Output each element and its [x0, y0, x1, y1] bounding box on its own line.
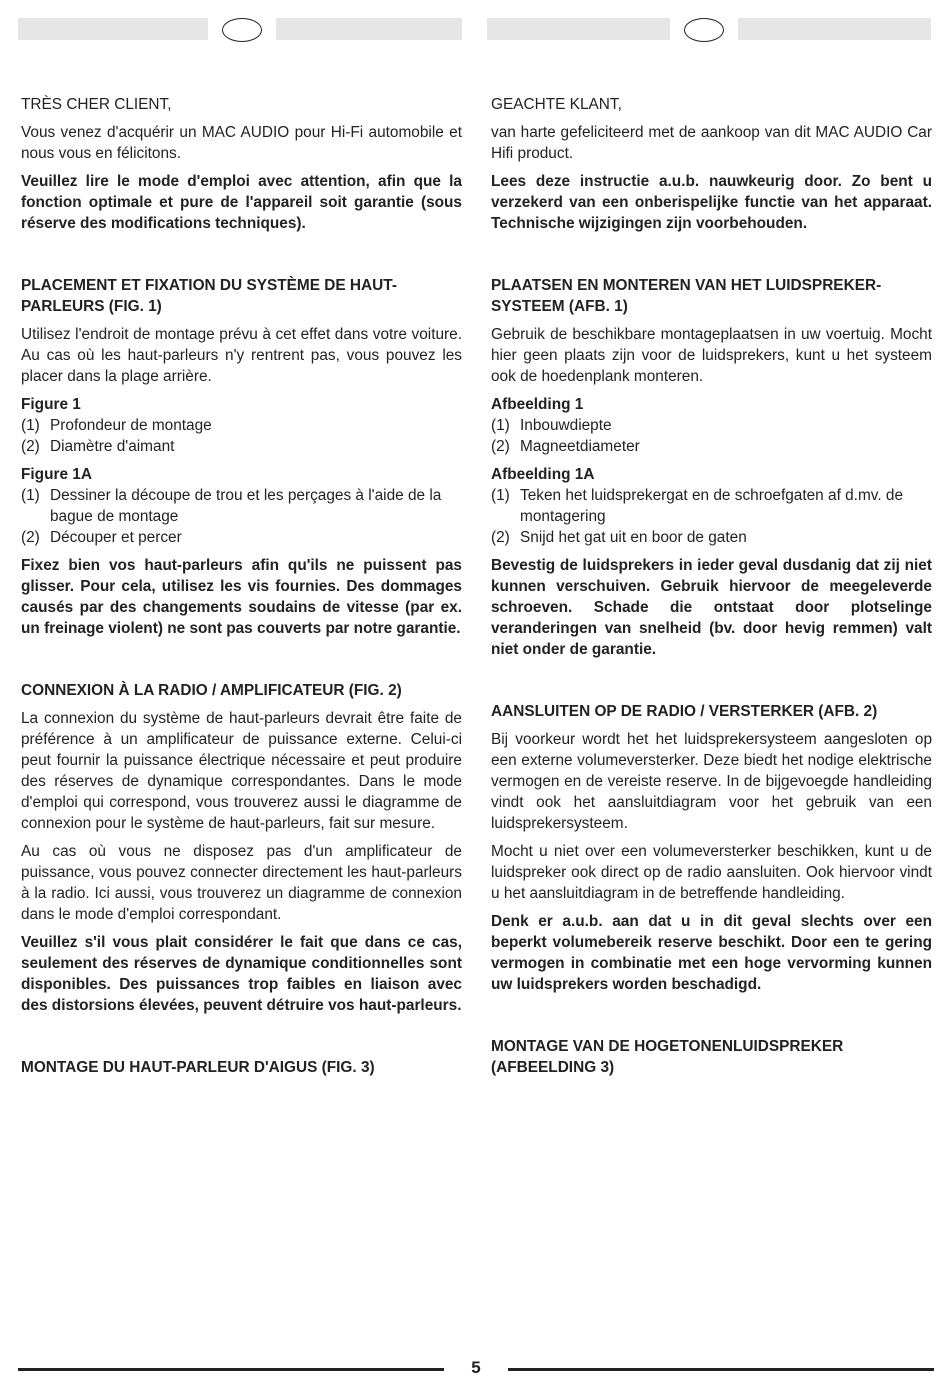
- list-item: (1) Dessiner la découpe de trou et les perçages à l'aide de la bague de montage: [21, 487, 442, 525]
- list-item: (1) Teken het luidsprekergat en de schroefgaten af d.mv. de montagering: [491, 487, 904, 525]
- list-item: (2) Magneetdiameter: [491, 438, 640, 455]
- section-text-placement: Utilisez l'endroit de montage prévu à cet effet dans votre voiture. Au cas où les haut-parleurs n'y rentrent pas, vous pouvez les placer dans la plage arrière.: [21, 326, 462, 385]
- figure-1-title: Figure 1: [21, 396, 81, 413]
- connection-warning: Veuillez s'il vous plait considérer le fait que dans ce cas, seulement des réserves de dynamique conditionnelles sont disponibles. Des puissances trop faibles en liaison avec des distorsions élevées, peuvent détruire vos haut-parleurs.: [21, 934, 462, 1014]
- section-title-tweeter: MONTAGE DU HAUT-PARLEUR D'AIGUS (FIG. 3): [21, 1059, 375, 1076]
- intro-notice: Veuillez lire le mode d'emploi avec attention, afin que la fonction optimale et pure de l'appareil soit garantie (sous réserve des modifications techniques).: [21, 173, 462, 232]
- list-item: (2) Snijd het gat uit en boor de gaten: [491, 529, 747, 546]
- section-text-placement: Gebruik de beschikbare montageplaatsen in uw voertuig. Mocht hier geen plaats zijn voor de luidsprekers, kunt u het systeem ook de hoedenplank monteren.: [491, 326, 932, 385]
- figure-1a-title: Afbeelding 1A: [491, 466, 595, 483]
- figure-1a-list: [491, 485, 932, 548]
- footer-rule-left: [18, 1368, 444, 1371]
- section-title-placement: PLACEMENT ET FIXATION DU SYSTÈME DE HAUT-PARLEURS (FIG. 1): [21, 277, 397, 315]
- connection-text-1: La connexion du système de haut-parleurs devrait être faite de préférence à un amplificateur de puissance externe. Celui-ci peut fournir la puissance électrique nécessaire et peut produire des réserves de dynamique correspondantes. Dans le mode d'emploi qui correspond, vous trouverez aussi le diagramme de connexion pour le système de haut-parleurs, fait sur mesure.: [21, 710, 462, 832]
- placement-warning: Bevestig de luidsprekers in ieder geval dusdanig dat zij niet kunnen verschuiven. Gebruik hiervoor de meegeleverde schroeven. Schade die ontstaat door plotselinge veranderingen van snelheid (bv. door hevig remmen) valt niet onder de garantie.: [491, 557, 932, 658]
- intro-text: van harte gefeliciteerd met de aankoop van dit MAC AUDIO Car Hifi product.: [491, 124, 932, 162]
- section-title-connection: CONNEXION À LA RADIO / AMPLIFICATEUR (FIG. 2): [21, 682, 402, 699]
- list-item: (2) Découper et percer: [21, 529, 182, 546]
- column-french: [21, 94, 462, 1085]
- figure-1-list: [491, 415, 932, 457]
- language-oval-left: [222, 18, 262, 42]
- greeting: TRÈS CHER CLIENT,: [21, 96, 172, 113]
- list-item: (1) Inbouwdiepte: [491, 417, 612, 434]
- placement-warning: Fixez bien vos haut-parleurs afin qu'ils ne puissent pas glisser. Pour cela, utilisez les vis fournies. Des dommages causés par des changements soudains de vitesse (par ex. un freinage violent) ne sont pas couverts par notre garantie.: [21, 557, 462, 637]
- section-title-placement: PLAATSEN EN MONTEREN VAN HET LUIDSPREKER-SYSTEEM (AFB. 1): [491, 277, 882, 315]
- footer-rule-right: [508, 1368, 934, 1371]
- section-title-connection: AANSLUITEN OP DE RADIO / VERSTERKER (AFB. 2): [491, 703, 878, 720]
- connection-text-1: Bij voorkeur wordt het het luidsprekersysteem aangesloten op een externe volumeversterker. Deze biedt het nodige elektrische vermogen en de vereiste reserve. In de bijgevoegde handleiding vindt ook het aansluitdiagram voor het gebruik van een luidsprekersysteem.: [491, 731, 932, 832]
- connection-text-2: Mocht u niet over een volumeversterker beschikken, kunt u de luidspreker ook direct op de radio aansluiten. Ook hiervoor vindt u het aansluitdiagram in de betreffende handleiding.: [491, 843, 932, 902]
- language-oval-right: [684, 18, 724, 42]
- figure-1a-title: Figure 1A: [21, 466, 92, 483]
- list-item: (2) Diamètre d'aimant: [21, 438, 175, 455]
- section-title-tweeter: MONTAGE VAN DE HOGETONENLUIDSPREKER (AFBEELDING 3): [491, 1038, 844, 1076]
- column-dutch: [491, 94, 932, 1085]
- intro-notice: Lees deze instructie a.u.b. nauwkeurig door. Zo bent u verzekerd van een onberispelijke functie van het apparaat. Technische wijzigingen zijn voorbehouden.: [491, 173, 932, 232]
- figure-1a-list: [21, 485, 462, 548]
- figure-1-list: [21, 415, 462, 457]
- greeting: GEACHTE KLANT,: [491, 96, 622, 113]
- connection-text-2: Au cas où vous ne disposez pas d'un amplificateur de puissance, vous pouvez connecter directement les haut-parleurs à la radio. Ici aussi, vous trouverez un diagramme de connexion dans le mode d'emploi correspondant.: [21, 843, 462, 923]
- connection-warning: Denk er a.u.b. aan dat u in dit geval slechts over een beperkt volumebereik reserve beschikt. Door een te gering vermogen in combinatie met een hoge vervorming kunnen uw luidsprekers worden beschadigd.: [491, 913, 932, 993]
- figure-1-title: Afbeelding 1: [491, 396, 584, 413]
- intro-text: Vous venez d'acquérir un MAC AUDIO pour Hi-Fi automobile et nous vous en félicitons.: [21, 124, 462, 162]
- list-item: (1) Profondeur de montage: [21, 417, 212, 434]
- page-number: 5: [471, 1358, 481, 1377]
